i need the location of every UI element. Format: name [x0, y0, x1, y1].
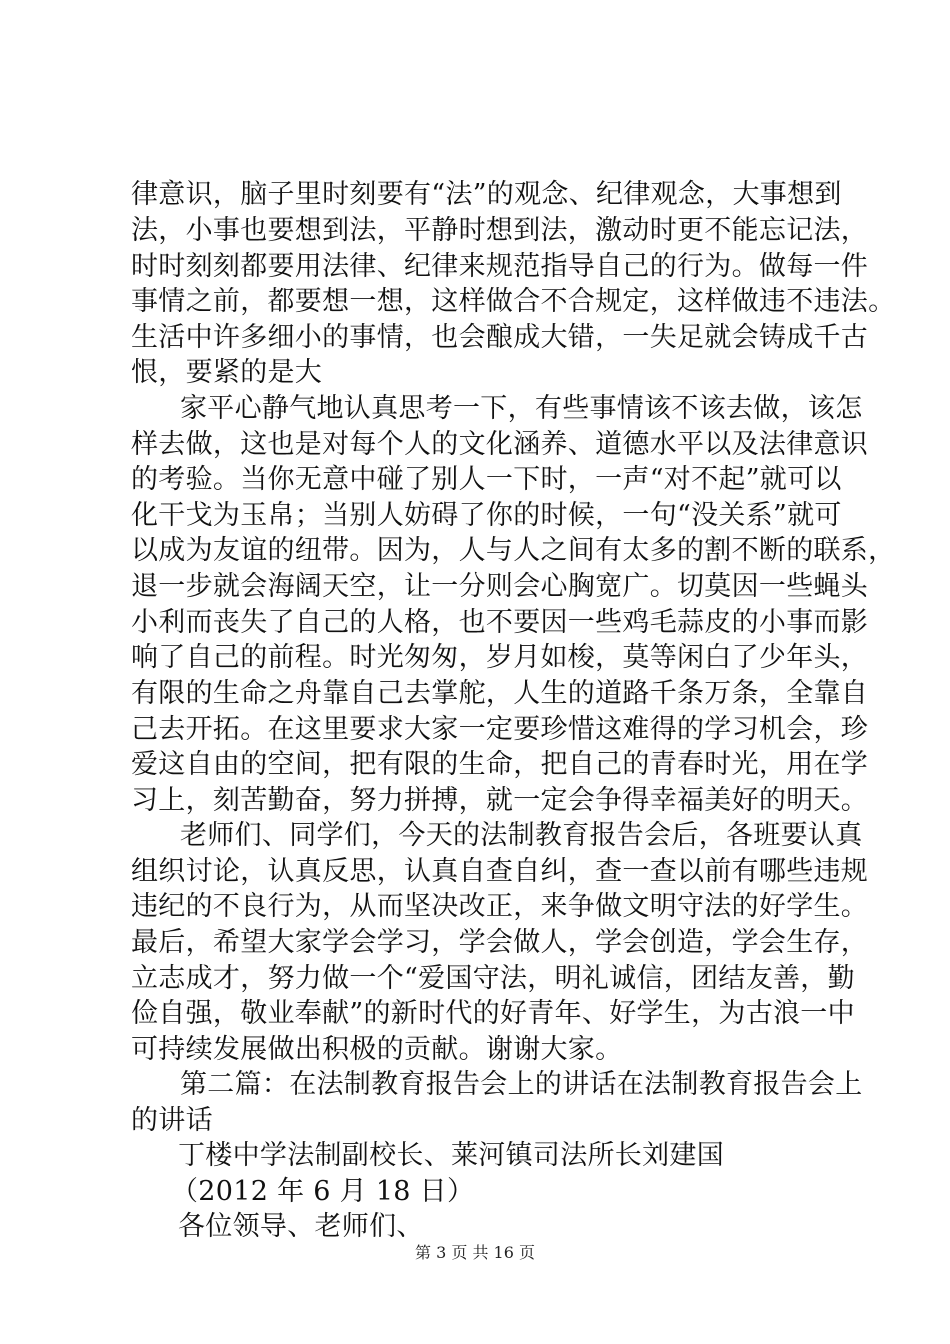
body-text-line: 以成为友谊的纽带。因为，人与人之间有太多的割不断的联系，	[131, 535, 896, 566]
body-text-line: 律意识，脑子里时刻要有“法”的观念、纪律观念，大事想到	[131, 179, 842, 210]
section-heading-line: 的讲话	[131, 1105, 213, 1136]
body-text-line: 的考验。当你无意中碰了别人一下时，一声“对不起”就可以	[131, 464, 842, 495]
body-text-line: 恨，要紧的是大	[131, 357, 323, 388]
body-text-line: 退一步就会海阔天空，让一分则会心胸宽广。切莫因一些蝇头	[131, 571, 869, 602]
salutation-line: 各位领导、老师们、	[178, 1211, 424, 1242]
body-text-line: 时时刻刻都要用法律、纪律来规范指导自己的行为。做每一件	[131, 251, 869, 282]
body-text-line: 小利而丧失了自己的人格，也不要因一些鸡毛蒜皮的小事而影	[131, 607, 869, 638]
body-text-line: 违纪的不良行为，从而坚决改正，来争做文明守法的好学生。	[131, 891, 869, 922]
body-text-line: 响了自己的前程。时光匆匆，岁月如梭，莫等闲白了少年头，	[131, 642, 869, 673]
body-text-line: 己去开拓。在这里要求大家一定要珍惜这难得的学习机会，珍	[131, 714, 869, 745]
section-heading-line: 第二篇：在法制教育报告会上的讲话在法制教育报告会上	[180, 1069, 863, 1100]
body-text-line: 法，小事也要想到法，平静时想到法，激动时更不能忘记法，	[131, 215, 869, 246]
body-text-line: 老师们、同学们，今天的法制教育报告会后，各班要认真	[180, 820, 863, 851]
date-line: （2012 年 6 月 18 日）	[171, 1176, 475, 1207]
body-text-line: 组织讨论，认真反思，认真自查自纠，查一查以前有哪些违规	[131, 856, 869, 887]
body-text-line: 爱这自由的空间，把有限的生命，把自己的青春时光，用在学	[131, 749, 869, 780]
body-text-line: 立志成才，努力做一个“爱国守法，明礼诚信，团结友善，勤	[131, 963, 855, 994]
body-text-line: 可持续发展做出积极的贡献。谢谢大家。	[131, 1034, 623, 1065]
body-text-line: 事情之前，都要想一想，这样做合不合规定，这样做违不违法。	[131, 286, 896, 317]
body-text-line: 生活中许多细小的事情，也会酿成大错，一失足就会铸成千古	[131, 322, 869, 353]
body-text-line: 家平心静气地认真思考一下，有些事情该不该去做，该怎	[180, 393, 863, 424]
page-number-footer: 第 3 页 共 16 页	[415, 1243, 535, 1262]
speaker-line: 丁楼中学法制副校长、莱河镇司法所长刘建国	[178, 1140, 724, 1171]
body-text-line: 样去做，这也是对每个人的文化涵养、道德水平以及法律意识	[131, 429, 869, 460]
body-text-line: 习上，刻苦勤奋，努力拼搏，就一定会争得幸福美好的明天。	[131, 785, 869, 816]
body-text-line: 俭自强，敬业奉献”的新时代的好青年、好学生，为古浪一中	[131, 998, 855, 1029]
body-text-line: 最后，希望大家学会学习，学会做人，学会创造，学会生存，	[131, 927, 869, 958]
body-text-line: 化干戈为玉帛；当别人妨碍了你的时候，一句“没关系”就可	[131, 500, 842, 531]
body-text-line: 有限的生命之舟靠自己去掌舵，人生的道路千条万条，全靠自	[131, 678, 869, 709]
